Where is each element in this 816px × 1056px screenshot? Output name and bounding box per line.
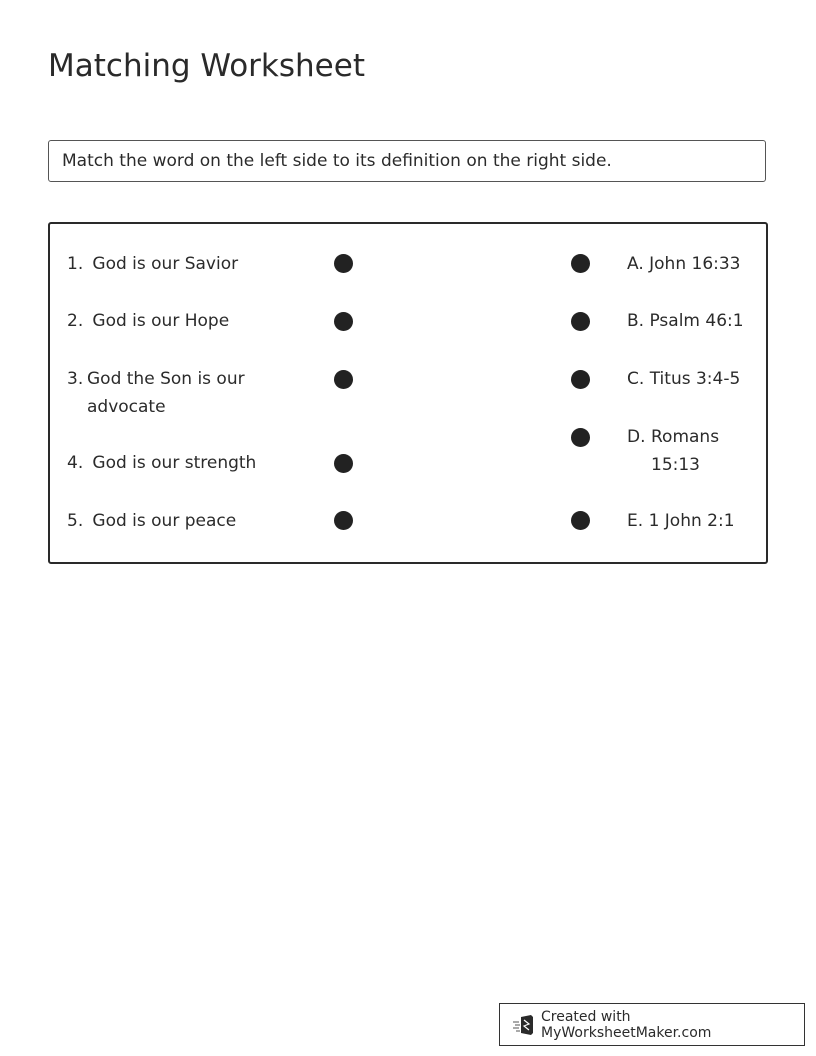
left-item-4 — [67, 449, 282, 477]
item-text: God is our strength — [92, 453, 257, 473]
matching-panel — [48, 222, 768, 564]
left-item-2 — [67, 307, 282, 335]
item-number: 2. — [67, 311, 84, 331]
right-item-d — [627, 423, 737, 479]
worksheet-maker-logo-icon — [512, 1014, 536, 1036]
left-match-dot-3[interactable] — [334, 370, 353, 389]
item-letter: D. — [627, 427, 646, 447]
item-text: Titus 3:4-5 — [649, 369, 741, 389]
left-item-1 — [67, 250, 282, 278]
footer-text: Created with MyWorksheetMaker.com — [541, 1008, 712, 1041]
left-match-dot-1[interactable] — [334, 254, 353, 273]
item-number: 4. — [67, 453, 84, 473]
left-match-dot-2[interactable] — [334, 312, 353, 331]
right-match-dot-a[interactable] — [571, 254, 590, 273]
right-match-dot-e[interactable] — [571, 511, 590, 530]
right-match-dot-c[interactable] — [571, 370, 590, 389]
item-number: 3. — [67, 369, 84, 389]
item-letter: E. — [627, 511, 644, 531]
instructions-text: Match the word on the left side to its definition on the right side. — [62, 151, 612, 171]
instructions-box — [48, 140, 766, 182]
right-item-c — [627, 365, 752, 393]
right-item-a — [627, 250, 752, 278]
left-item-3 — [67, 365, 263, 421]
right-item-b — [627, 307, 752, 335]
item-letter: B. — [627, 311, 645, 331]
page-title: Matching Worksheet — [48, 48, 365, 84]
right-item-e — [627, 507, 752, 535]
footer-credit[interactable] — [499, 1003, 805, 1046]
left-match-dot-5[interactable] — [334, 511, 353, 530]
item-number: 5. — [67, 511, 84, 531]
left-item-5 — [67, 507, 282, 535]
item-text: God the Son is our advocate — [87, 369, 245, 417]
item-text: John 16:33 — [649, 254, 741, 274]
right-match-dot-b[interactable] — [571, 312, 590, 331]
item-text: God is our Savior — [92, 254, 239, 274]
right-match-dot-d[interactable] — [571, 428, 590, 447]
item-letter: C. — [627, 369, 645, 389]
item-text: God is our peace — [92, 511, 237, 531]
item-text: God is our Hope — [92, 311, 230, 331]
item-text: Psalm 46:1 — [649, 311, 744, 331]
item-number: 1. — [67, 254, 84, 274]
item-text: Romans 15:13 — [651, 427, 720, 475]
left-match-dot-4[interactable] — [334, 454, 353, 473]
item-letter: A. — [627, 254, 644, 274]
item-text: 1 John 2:1 — [648, 511, 735, 531]
